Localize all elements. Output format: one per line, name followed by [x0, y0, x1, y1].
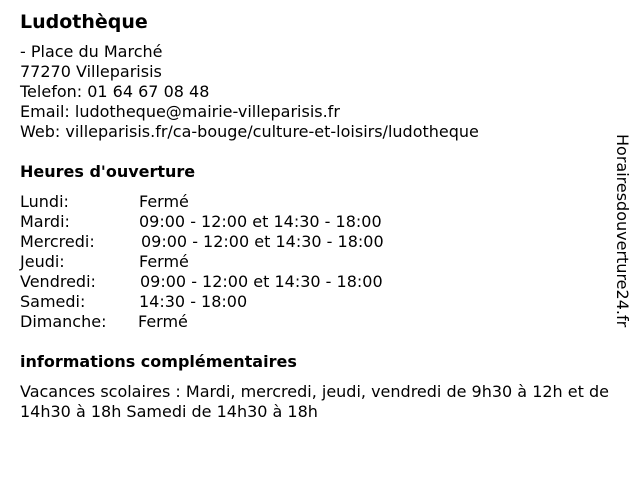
- hours-value-tuesday: 09:00 - 12:00 et 14:30 - 18:00: [139, 212, 382, 231]
- hours-row-sunday: [20, 312, 610, 332]
- hours-heading: Heures d'ouverture: [20, 162, 196, 181]
- hours-day-tuesday: Mardi:: [20, 212, 70, 231]
- address-street: - Place du Marché: [20, 42, 163, 61]
- address-web: Web: villeparisis.fr/ca-bouge/culture-et-loisirs/ludotheque: [20, 122, 479, 141]
- hours-value-saturday: 14:30 - 18:00: [139, 292, 248, 311]
- info-text: Vacances scolaires : Mardi, mercredi, jeudi, vendredi de 9h30 à 12h et de 14h30 à 18h Samedi de 14h30 à 18h: [20, 382, 609, 421]
- info-heading: informations complémentaires: [20, 352, 297, 371]
- address-email: Email: ludotheque@mairie-villeparisis.fr: [20, 102, 340, 121]
- hours-row-thursday: [20, 252, 610, 272]
- watermark: [612, 134, 634, 374]
- page-title: Ludothèque: [20, 11, 148, 33]
- hours-day-sunday: Dimanche:: [20, 312, 107, 331]
- hours-day-saturday: Samedi:: [20, 292, 86, 311]
- hours-day-monday: Lundi:: [20, 192, 69, 211]
- hours-row-tuesday: [20, 212, 610, 232]
- hours-day-thursday: Jeudi:: [20, 252, 65, 271]
- hours-row-saturday: [20, 292, 610, 312]
- address-block: [20, 42, 610, 142]
- address-city: 77270 Villeparisis: [20, 62, 162, 81]
- hours-day-wednesday: Mercredi:: [20, 232, 95, 251]
- hours-row-wednesday: [20, 232, 610, 252]
- hours-day-friday: Vendredi:: [20, 272, 96, 291]
- watermark-text: Horairesdouverture24.fr: [613, 134, 632, 328]
- hours-row-friday: [20, 272, 610, 292]
- hours-row-monday: [20, 192, 610, 212]
- address-phone: Telefon: 01 64 67 08 48: [20, 82, 210, 101]
- hours-value-friday: 09:00 - 12:00 et 14:30 - 18:00: [140, 272, 383, 291]
- hours-value-wednesday: 09:00 - 12:00 et 14:30 - 18:00: [141, 232, 384, 251]
- hours-value-monday: Fermé: [139, 192, 189, 211]
- hours-table: [20, 192, 610, 332]
- hours-value-thursday: Fermé: [139, 252, 189, 271]
- hours-value-sunday: Fermé: [138, 312, 188, 331]
- page-content: [20, 10, 610, 422]
